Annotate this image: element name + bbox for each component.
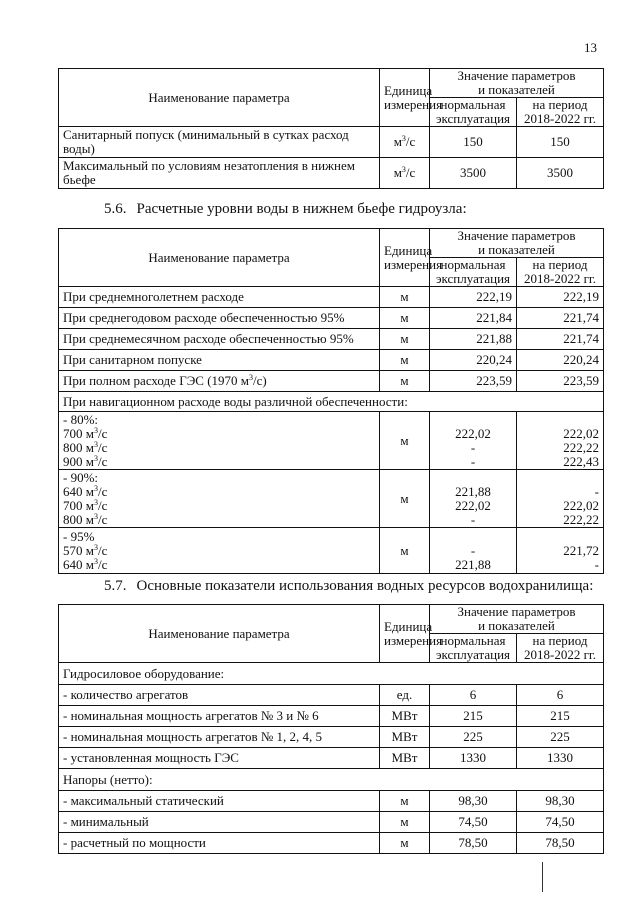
table-row	[59, 287, 604, 308]
row-name: Санитарный попуск (минимальный в сутках расход воды)	[59, 127, 380, 158]
group-95-normal: - 221,88	[430, 528, 517, 574]
table-row	[59, 127, 604, 158]
table-water-use-indicators	[58, 604, 604, 854]
row-period-value: 215	[517, 706, 604, 727]
table-discharge-parameters	[58, 68, 604, 189]
row-unit: ед.	[380, 685, 430, 706]
header-parameter-name: Наименование параметра	[59, 605, 380, 663]
row-normal-value: 1330	[430, 748, 517, 769]
table-water-levels	[58, 228, 604, 574]
row-normal-value: 74,50	[430, 812, 517, 833]
group-80-period: 222,02 222,22 222,43	[517, 412, 604, 470]
header-values-group: Значение параметров и показателей	[430, 605, 604, 634]
hydro-equipment-heading: Гидросиловое оборудование:	[59, 663, 604, 685]
table-row	[59, 392, 604, 412]
row-period-value: 221,74	[517, 308, 604, 329]
table-row	[59, 308, 604, 329]
row-unit: МВт	[380, 706, 430, 727]
row-unit: $м^3/с$	[380, 127, 430, 158]
group-80-unit: м	[380, 412, 430, 470]
group-90-unit: м	[380, 470, 430, 528]
group-90-normal: 221,88 222,02 -	[430, 470, 517, 528]
row-unit: МВт	[380, 748, 430, 769]
header-unit: Единица измерения	[380, 69, 430, 127]
table-row	[59, 371, 604, 392]
group-80-flows: - 80%: 700 $м^3/с$ 800 $м^3/с$ 900 $м^3/с$	[59, 412, 380, 470]
group-95-period: 221,72 -	[517, 528, 604, 574]
row-name: - номинальная мощность агрегатов № 3 и № 6	[59, 706, 380, 727]
header-period: на период 2018-2022 гг.	[517, 258, 604, 287]
table-row	[59, 528, 604, 574]
header-period: на период 2018-2022 гг.	[517, 634, 604, 663]
row-unit: м	[380, 308, 430, 329]
row-name: Максимальный по условиям незатопления в нижнем бьефе	[59, 158, 380, 189]
row-name: - номинальная мощность агрегатов № 1, 2, 4, 5	[59, 727, 380, 748]
table-row	[59, 727, 604, 748]
header-values-group: Значение параметров и показателей	[430, 229, 604, 258]
row-period-value: 6	[517, 685, 604, 706]
row-unit: $м^3/с$	[380, 158, 430, 189]
group-90-flows: - 90%: 640 $м^3/с$ 700 $м^3/с$ 800 $м^3/с$	[59, 470, 380, 528]
row-normal-value: 3500	[430, 158, 517, 189]
row-unit: м	[380, 833, 430, 854]
row-unit: МВт	[380, 727, 430, 748]
row-normal-value: 220,24	[430, 350, 517, 371]
table-row	[59, 791, 604, 812]
row-normal-value: 98,30	[430, 791, 517, 812]
row-normal-value: 225	[430, 727, 517, 748]
row-unit: м	[380, 350, 430, 371]
header-unit: Единица измерения	[380, 605, 430, 663]
row-period-value: 150	[517, 127, 604, 158]
header-normal-operation: нормальная эксплуатация	[430, 258, 517, 287]
row-normal-value: 221,88	[430, 329, 517, 350]
row-normal-value: 6	[430, 685, 517, 706]
table-row	[59, 769, 604, 791]
row-period-value: 220,24	[517, 350, 604, 371]
table-row	[59, 470, 604, 528]
heads-heading: Напоры (нетто):	[59, 769, 604, 791]
row-name: При полном расходе ГЭС (1970 $м^3/с$)	[59, 371, 380, 392]
row-normal-value: 221,84	[430, 308, 517, 329]
row-unit: м	[380, 812, 430, 833]
row-name: При санитарном попуске	[59, 350, 380, 371]
row-name: При среднемноголетнем расходе	[59, 287, 380, 308]
row-name: - минимальный	[59, 812, 380, 833]
page-number: 13	[584, 40, 597, 55]
table-row	[59, 748, 604, 769]
row-normal-value: 150	[430, 127, 517, 158]
row-normal-value: 223,59	[430, 371, 517, 392]
header-parameter-name: Наименование параметра	[59, 69, 380, 127]
row-period-value: 222,19	[517, 287, 604, 308]
row-period-value: 74,50	[517, 812, 604, 833]
section-heading-5-7: 5.7. Основные показатели использования водных ресурсов водохранилища:	[104, 578, 594, 594]
row-unit: м	[380, 287, 430, 308]
row-period-value: 225	[517, 727, 604, 748]
table-row	[59, 350, 604, 371]
group-95-unit: м	[380, 528, 430, 574]
group-90-period: - 222,02 222,22	[517, 470, 604, 528]
row-normal-value: 222,19	[430, 287, 517, 308]
row-period-value: 1330	[517, 748, 604, 769]
row-name: При среднегодовом расходе обеспеченностью 95%	[59, 308, 380, 329]
section-heading-5-6: 5.6. Расчетные уровни воды в нижнем бьефе гидроузла:	[104, 201, 467, 217]
table-row	[59, 685, 604, 706]
group-80-normal: 222,02 - -	[430, 412, 517, 470]
row-name: При среднемесячном расходе обеспеченностью 95%	[59, 329, 380, 350]
table-row	[59, 158, 604, 189]
row-name: - количество агрегатов	[59, 685, 380, 706]
row-period-value: 78,50	[517, 833, 604, 854]
row-unit: м	[380, 329, 430, 350]
header-parameter-name: Наименование параметра	[59, 229, 380, 287]
table-row	[59, 812, 604, 833]
row-period-value: 98,30	[517, 791, 604, 812]
row-unit: м	[380, 371, 430, 392]
row-name: - установленная мощность ГЭС	[59, 748, 380, 769]
header-normal-operation: нормальная эксплуатация	[430, 634, 517, 663]
navigation-heading: При навигационном расходе воды различной обеспеченности:	[59, 392, 604, 412]
header-period: на период 2018-2022 гг.	[517, 98, 604, 127]
table-row	[59, 663, 604, 685]
row-period-value: 221,74	[517, 329, 604, 350]
table-row	[59, 833, 604, 854]
scan-artifact-line	[542, 862, 543, 892]
row-normal-value: 78,50	[430, 833, 517, 854]
group-95-flows: - 95% 570 $м^3/с$ 640 $м^3/с$	[59, 528, 380, 574]
table-row	[59, 412, 604, 470]
row-name: - максимальный статический	[59, 791, 380, 812]
header-values-group: Значение параметров и показателей	[430, 69, 604, 98]
row-name: - расчетный по мощности	[59, 833, 380, 854]
table-row	[59, 329, 604, 350]
header-normal-operation: нормальная эксплуатация	[430, 98, 517, 127]
row-period-value: 223,59	[517, 371, 604, 392]
table-row	[59, 706, 604, 727]
row-normal-value: 215	[430, 706, 517, 727]
header-unit: Единица измерения	[380, 229, 430, 287]
row-unit: м	[380, 791, 430, 812]
row-period-value: 3500	[517, 158, 604, 189]
